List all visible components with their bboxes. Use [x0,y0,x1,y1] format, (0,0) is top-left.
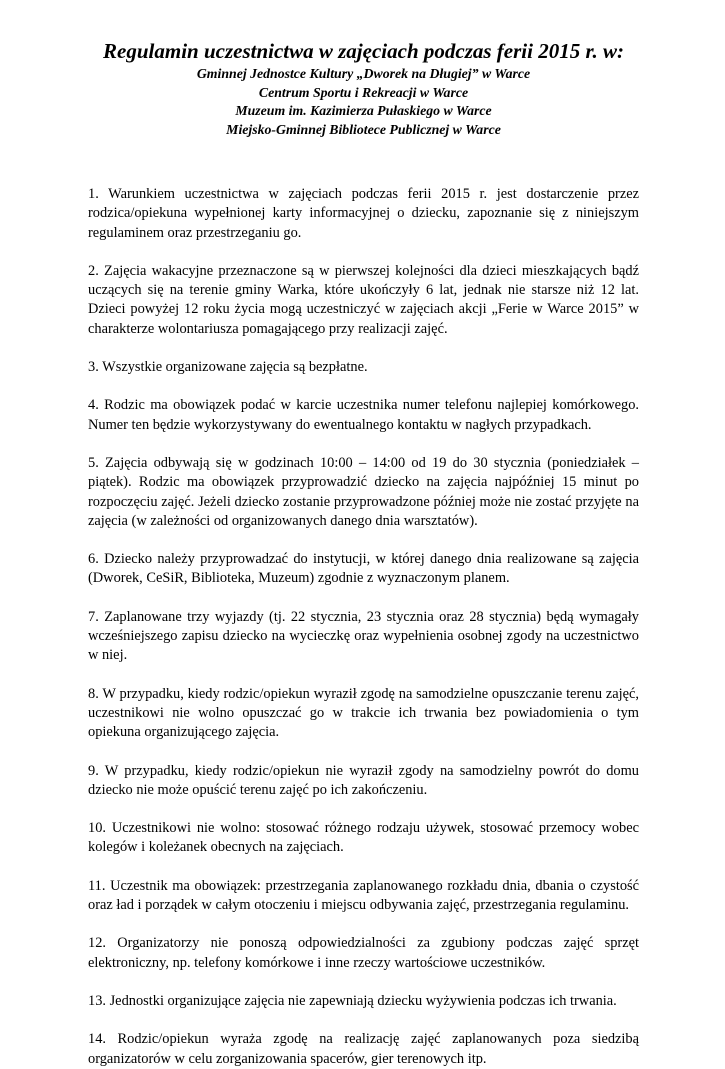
institution-line: Centrum Sportu i Rekreacji w Warce [258,84,469,100]
rule-paragraph: 14. Rodzic/opiekun wyraża zgodę na realizację zajęć zaplanowanych poza siedzibą organizatorów w celu zorganizowania spacerów, gier terenowych itp. [88,1031,639,1067]
rule-paragraph: 1. Warunkiem uczestnictwa w zajęciach podczas ferii 2015 r. jest dostarczenie przez rodzica/opiekuna wypełnionej karty informacyjnej o dziecku, zapoznanie się z niniejszym regulaminem oraz przestrzeganiu go. [88,186,639,241]
document-title: Regulamin uczestnictwa w zajęciach podczas ferii 2015 r. w: [103,39,624,63]
institution-line: Miejsko-Gminnej Bibliotece Publicznej w Warce [226,121,501,137]
rules-list [88,185,639,1069]
rule-paragraph: 13. Jednostki organizujące zajęcia nie zapewniają dziecku wyżywienia podczas ich trwania. [88,992,617,1009]
institution-line: Gminnej Jednostce Kultury „Dworek na Długiej” w Warce [196,66,531,81]
institution-line: Muzeum im. Kazimierza Pułaskiego w Warce [235,103,492,118]
rule-paragraph: 12. Organizatorzy nie ponoszą odpowiedzialności za zgubiony podczas zajęć sprzęt elektroniczny, np. telefony komórkowe i inne rzeczy wartościowe uczestników. [88,935,639,971]
rule-paragraph: 8. W przypadku, kiedy rodzic/opiekun wyraził zgodę na samodzielne opuszczanie terenu zajęć, uczestnikowi nie wolno opuszczać go w trakcie ich trwania bez powiadomienia o tym opiekuna organizującego zajęcia. [88,685,639,741]
rule-paragraph: 4. Rodzic ma obowiązek podać w karcie uczestnika numer telefonu najlepiej komórkowego. Numer ten będzie wykorzystywany do ewentualnego kontaktu w nagłych przypadkach. [88,397,639,433]
rule-paragraph: 2. Zajęcia wakacyjne przeznaczone są w pierwszej kolejności dla dzieci mieszkających bądź uczących się na terenie gminy Warka, które ukończyły 6 lat, jednak nie starsze niż 12 lat. Dzieci powyżej 12 roku życia mogą uczestniczyć w zajęciach akcji „Ferie w Warce 2015” w charakterze wolontariusza pomagającego przy realizacji zajęć. [88,262,639,337]
rule-paragraph: 5. Zajęcia odbywają się w godzinach 10:00 – 14:00 od 19 do 30 stycznia (poniedziałek – piątek). Rodzic ma obowiązek przyprowadzić dziecko na zajęcia najpóźniej 15 minut po rozpoczęciu zajęć. Jeżeli dziecko zostanie przyprowadzone później może nie zostać przyjęte na zajęcia (w zależności od organizowanych danego dnia warsztatów). [88,454,639,529]
rule-paragraph: 9. W przypadku, kiedy rodzic/opiekun nie wyraził zgody na samodzielny powrót do domu dziecko nie może opuścić terenu zajęć po ich zakończeniu. [88,762,639,798]
rule-paragraph: 10. Uczestnikowi nie wolno: stosować różnego rodzaju używek, stosować przemocy wobec kolegów i koleżanek obecnych na zajęciach. [88,820,639,856]
rule-paragraph: 6. Dziecko należy przyprowadzać do instytucji, w której danego dnia realizowane są zajęcia (Dworek, CeSiR, Biblioteka, Muzeum) zgodnie z wyznaczonym planem. [88,551,639,587]
rule-paragraph: 7. Zaplanowane trzy wyjazdy (tj. 22 stycznia, 23 stycznia oraz 28 stycznia) będą wymagały wcześniejszego zapisu dziecko na wycieczkę oraz wypełnienia osobnej zgody na uczestnictwo w niej. [88,608,639,664]
rule-paragraph: 3. Wszystkie organizowane zajęcia są bezpłatne. [88,359,368,376]
rule-paragraph: 11. Uczestnik ma obowiązek: przestrzegania zaplanowanego rozkładu dnia, dbania o czystość oraz ład i porządek w całym otoczeniu i miejscu odbywania zajęć, przestrzegania regulaminu. [88,877,639,914]
document-header [88,0,639,139]
